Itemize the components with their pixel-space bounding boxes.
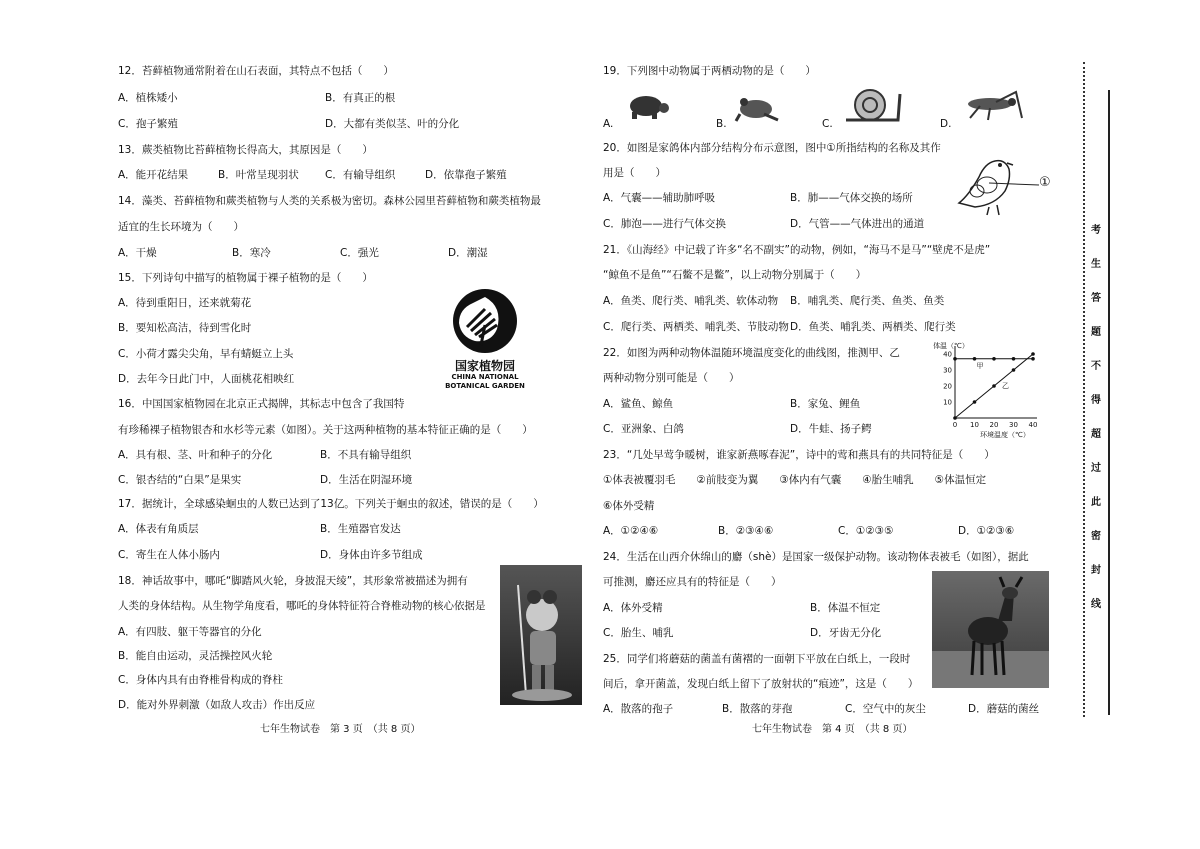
q23-option-d: D．①②③⑥ xyxy=(958,525,1015,537)
chart-x-tick-label: 20 xyxy=(989,421,999,429)
seal-char: 生 xyxy=(1091,259,1101,270)
q16-stem-2: 有珍稀裸子植物银杏和水杉等元素（如图）。关于这两种植物的基本特征正确的是（ ） xyxy=(118,424,533,436)
q12-option-d: D．大都有类似茎、叶的分化 xyxy=(325,118,460,130)
q14-option-c: C．强光 xyxy=(340,247,379,259)
q25-option-b: B．散落的芽孢 xyxy=(722,703,793,715)
chart-x-tick-label: 0 xyxy=(952,421,958,429)
q17-option-c: C．寄生在人体小肠内 xyxy=(118,549,220,561)
q20-option-d: D．气管——气体进出的通道 xyxy=(790,218,925,230)
chart-series-label: 乙 xyxy=(1002,382,1009,390)
chart-y-tick-label: 20 xyxy=(943,382,952,391)
seal-char: 得 xyxy=(1091,395,1101,406)
q13-option-d: D．依靠孢子繁殖 xyxy=(425,169,507,181)
q14-stem-2: 适宜的生长环境为（ ） xyxy=(118,221,244,233)
q21-option-c: C．爬行类、两栖类、哺乳类、节肢动物 xyxy=(603,321,789,333)
q19-option-d: D. xyxy=(940,118,952,130)
q14-option-d: D．潮湿 xyxy=(448,247,488,259)
chart-series-label: 甲 xyxy=(976,361,984,370)
q21-stem-1: 21．《山海经》中记载了许多“名不副实”的动物，例如，“海马不是马”“壁虎不是虎” xyxy=(603,244,991,256)
chart-point xyxy=(1012,368,1016,372)
seal-char: 此 xyxy=(1091,497,1101,508)
chart-y-tick-label: 30 xyxy=(943,366,952,375)
q12-option-b: B．有真正的根 xyxy=(325,92,396,104)
q13-stem: 13．蕨类植物比苔藓植物长得高大，其原因是（ ） xyxy=(118,144,373,156)
q17-option-b: B．生殖器官发达 xyxy=(320,523,401,535)
q24-option-a: A．体外受精 xyxy=(603,602,663,614)
q19-option-b: B. xyxy=(716,118,727,130)
pigeon-structure-marker: ① xyxy=(1039,175,1051,190)
snail-icon xyxy=(842,86,904,124)
q14-option-a: A．干燥 xyxy=(118,247,157,259)
seal-char: 超 xyxy=(1091,429,1101,440)
seal-char: 题 xyxy=(1091,327,1101,338)
q16-option-b: B．不具有输导组织 xyxy=(320,449,412,461)
q23-option-c: C．①②③⑤ xyxy=(838,525,894,537)
chart-point xyxy=(992,357,996,361)
q17-option-a: A．体表有角质层 xyxy=(118,523,199,535)
seal-char: 不 xyxy=(1091,361,1101,372)
chart-point xyxy=(973,400,977,404)
seal-char: 封 xyxy=(1091,565,1101,576)
q22-option-a: A．鲨鱼、鲸鱼 xyxy=(603,398,674,410)
seal-char: 线 xyxy=(1091,599,1101,610)
q20-stem-2: 用是（ ） xyxy=(603,167,666,179)
q21-stem-2: “鲸鱼不是鱼”“石鳖不是鳖”，以上动物分别属于（ ） xyxy=(603,269,867,281)
q17-option-d: D．身体由许多节组成 xyxy=(320,549,423,561)
q22-option-c: C．亚洲象、白鸽 xyxy=(603,423,684,435)
chart-point xyxy=(953,357,957,361)
q23-option-a: A．①②④⑥ xyxy=(603,525,659,537)
q13-option-a: A．能开花结果 xyxy=(118,169,189,181)
logo-chinese-name: 国家植物园 xyxy=(454,359,515,373)
nezha-image xyxy=(500,565,582,705)
q23-stem: 23．“几处早莺争暖树，谁家新燕啄春泥”，诗中的莺和燕具有的共同特征是（ ） xyxy=(603,449,995,461)
q25-stem-2: 间后，拿开菌盖，发现白纸上留下了放射状的“痕迹”，这是（ ） xyxy=(603,678,919,690)
q14-stem-1: 14．藻类、苔藓植物和蕨类植物与人类的关系极为密切。森林公园里苔藓植物和蕨类植物最 xyxy=(118,195,541,207)
q24-option-c: C．胎生、哺乳 xyxy=(603,627,674,639)
q20-stem-1: 20．如图是家鸽体内部分结构分布示意图，图中①所指结构的名称及其作 xyxy=(603,142,941,154)
q24-stem-2: 可推测，麝还应具有的特征是（ ） xyxy=(603,576,782,588)
q19-stem: 19．下列图中动物属于两栖动物的是（ ） xyxy=(603,65,816,77)
q18-option-a: A．有四肢、躯干等器官的分化 xyxy=(118,626,262,638)
q12-option-a: A．植株矮小 xyxy=(118,92,178,104)
q15-option-b: B．要知松高洁，待到雪化时 xyxy=(118,322,252,334)
q12-option-c: C．孢子繁殖 xyxy=(118,118,178,130)
q22-stem-2: 两种动物分别可能是（ ） xyxy=(603,372,740,384)
seal-char: 答 xyxy=(1091,293,1101,304)
q25-option-d: D．蘑菇的菌丝 xyxy=(968,703,1040,715)
chart-point xyxy=(953,416,957,420)
q25-option-c: C．空气中的灰尘 xyxy=(845,703,926,715)
chart-point xyxy=(973,357,977,361)
q21-option-a: A．鱼类、爬行类、哺乳类、软体动物 xyxy=(603,295,779,307)
q14-option-b: B．寒冷 xyxy=(232,247,271,259)
q21-option-b: B．哺乳类、爬行类、鱼类、鱼类 xyxy=(790,295,945,307)
q12-stem: 12．苔藓植物通常附着在山石表面，其特点不包括（ ） xyxy=(118,65,394,77)
body-temperature-chart xyxy=(925,338,1045,440)
frog-icon xyxy=(734,94,780,122)
turtle-icon xyxy=(624,92,672,122)
q16-option-d: D．生活在阴湿环境 xyxy=(320,474,413,486)
q15-option-a: A．待到重阳日，还来就菊花 xyxy=(118,297,252,309)
q20-option-c: C．肺泡——进行气体交换 xyxy=(603,218,726,230)
q16-option-a: A．具有根、茎、叶和种子的分化 xyxy=(118,449,273,461)
q25-option-a: A．散落的孢子 xyxy=(603,703,674,715)
chart-y-tick-label: 40 xyxy=(943,350,952,359)
q19-option-c: C. xyxy=(822,118,833,130)
q17-stem: 17．据统计，全球感染蛔虫的人数已达到了13亿。下列关于蛔虫的叙述，错误的是（ ） xyxy=(118,498,544,510)
chart-x-axis-label: 环境温度（℃） xyxy=(980,431,1030,439)
q16-stem-1: 16．中国国家植物园在北京正式揭牌，其标志中包含了我国特 xyxy=(118,398,405,410)
q18-stem-2: 人类的身体结构。从生物学角度看，哪吒的身体特征符合脊椎动物的核心依据是 xyxy=(118,600,486,612)
logo-english-line-1: CHINA NATIONAL xyxy=(451,373,519,381)
q22-option-d: D．牛蛙、扬子鳄 xyxy=(790,423,872,435)
page-4-footer: 七年生物试卷 第 4 页 （共 8 页） xyxy=(752,724,913,735)
seal-char: 考 xyxy=(1091,225,1101,236)
seal-char: 密 xyxy=(1091,531,1101,542)
seal-solid-line xyxy=(1108,90,1110,715)
musk-deer-image xyxy=(932,571,1049,688)
q16-option-c: C．银杏结的“白果”是果实 xyxy=(118,474,242,486)
pigeon-diagram xyxy=(955,155,1065,217)
chart-point xyxy=(1012,357,1016,361)
q15-stem: 15．下列诗句中描写的植物属于裸子植物的是（ ） xyxy=(118,272,373,284)
q24-option-b: B．体温不恒定 xyxy=(810,602,881,614)
q15-option-c: C．小荷才露尖尖角，早有蜻蜓立上头 xyxy=(118,348,294,360)
q25-stem-1: 25．同学们将蘑菇的菌盖有菌褶的一面朝下平放在白纸上，一段时 xyxy=(603,653,911,665)
chart-x-tick-label: 40 xyxy=(1028,421,1038,429)
q18-option-c: C．身体内具有由脊椎骨构成的脊柱 xyxy=(118,674,283,686)
chart-x-tick-label: 30 xyxy=(1009,421,1018,429)
chart-point xyxy=(992,384,996,388)
seal-char: 过 xyxy=(1091,463,1101,474)
q23-option-b: B．②③④⑥ xyxy=(718,525,774,537)
grasshopper-icon xyxy=(960,88,1026,122)
chart-point xyxy=(1031,352,1035,356)
q22-stem-1: 22．如图为两种动物体温随环境温度变化的曲线图，推测甲、乙 xyxy=(603,347,900,359)
q18-stem-1: 18．神话故事中，哪吒“脚踏风火轮，身披混天绫”，其形象常被描述为拥有 xyxy=(118,575,468,587)
q18-option-d: D．能对外界刺激（如敌人攻击）作出反应 xyxy=(118,699,316,711)
q13-option-b: B．叶常呈现羽状 xyxy=(218,169,299,181)
q20-option-a: A．气囊——辅助肺呼吸 xyxy=(603,192,716,204)
chart-y-tick-label: 10 xyxy=(943,398,952,407)
q24-option-d: D．牙齿无分化 xyxy=(810,627,882,639)
q20-option-b: B．肺——气体交换的场所 xyxy=(790,192,913,204)
botanical-garden-logo xyxy=(445,287,525,397)
q23-statement-6: ⑥体外受精 xyxy=(603,500,655,512)
seal-dotted-line xyxy=(1083,62,1085,717)
q15-option-d: D．去年今日此门中，人面桃花相映红 xyxy=(118,373,295,385)
q18-option-b: B．能自由运动，灵活操控风火轮 xyxy=(118,650,273,662)
q21-option-d: D．鱼类、哺乳类、两栖类、爬行类 xyxy=(790,321,956,333)
q24-stem-1: 24．生活在山西介休绵山的麝（shè）是国家一级保护动物。该动物体表被毛（如图），据此 xyxy=(603,551,1029,563)
seal-warning-text xyxy=(1089,225,1103,611)
q22-option-b: B．家兔、鲤鱼 xyxy=(790,398,861,410)
page-3-footer: 七年生物试卷 第 3 页 （共 8 页） xyxy=(260,724,421,735)
chart-y-axis-label: 体温（℃） xyxy=(933,342,969,350)
q13-option-c: C．有输导组织 xyxy=(325,169,396,181)
q19-option-a: A. xyxy=(603,118,614,130)
q23-statements: ①体表被覆羽毛 ②前肢变为翼 ③体内有气囊 ④胎生哺乳 ⑤体温恒定 xyxy=(603,474,987,486)
chart-point xyxy=(1031,357,1035,361)
chart-x-tick-label: 10 xyxy=(970,421,979,429)
logo-english-line-2: BOTANICAL GARDEN xyxy=(445,382,525,390)
